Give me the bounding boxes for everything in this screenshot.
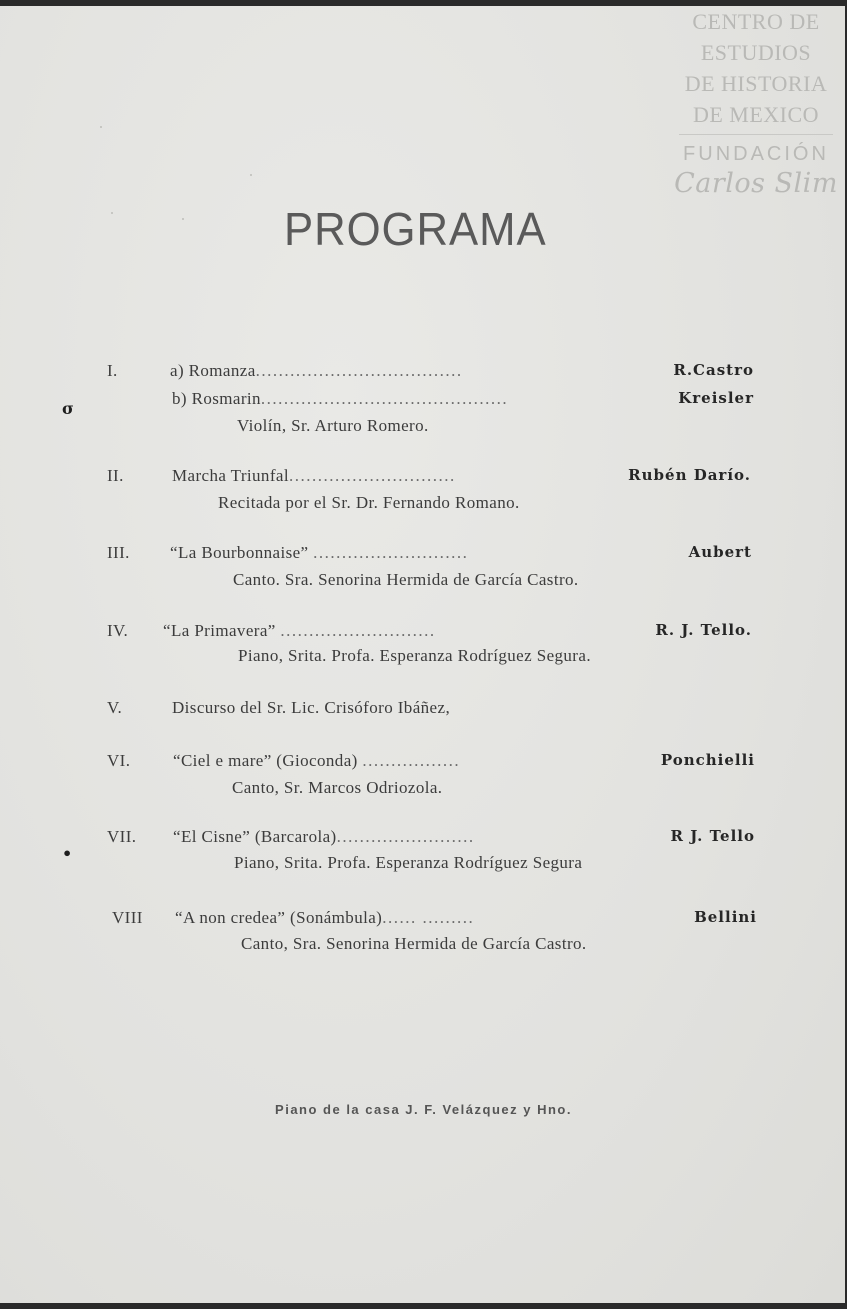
item-work: “El Cisne” (Barcarola)........................ [173, 827, 475, 846]
item-numeral: III. [107, 543, 130, 562]
item-numeral: VI. [107, 751, 131, 770]
item-performer: Violín, Sr. Arturo Romero. [237, 416, 429, 435]
item-work: Marcha Triunfal............................. [172, 466, 456, 485]
item-work: “A non credea” (Sonámbula)...... ......... [175, 908, 475, 927]
watermark-foundation: FUNDACIÓN [683, 143, 829, 165]
item-performer: Piano, Srita. Profa. Esperanza Rodríguez Segura. [238, 646, 591, 665]
item-composer: Bellini [694, 908, 757, 926]
item-composer: R.Castro [673, 361, 754, 379]
item-numeral: V. [107, 698, 123, 717]
item-numeral: I. [107, 361, 118, 380]
footer-note: Piano de la casa J. F. Velázquez y Hno. [275, 1102, 572, 1117]
item-performer: Canto. Sra. Senorina Hermida de García Castro. [233, 570, 579, 589]
watermark-line-1: CENTRO DE [692, 9, 820, 34]
archive-watermark [671, 6, 841, 201]
item-performer: Canto, Sr. Marcos Odriozola. [232, 778, 443, 797]
item-numeral: VII. [107, 827, 137, 846]
item-numeral: VIII [112, 908, 143, 927]
watermark-signature: Carlos Slim [674, 168, 838, 199]
item-composer: R J. Tello [670, 827, 755, 845]
item-performer: Piano, Srita. Profa. Esperanza Rodríguez Segura [234, 853, 583, 872]
item-composer: R. J. Tello. [655, 621, 752, 639]
item-numeral: IV. [107, 621, 129, 640]
item-composer: Rubén Darío. [628, 466, 751, 484]
program-page [0, 6, 845, 1303]
item-performer: Canto, Sra. Senorina Hermida de García Castro. [241, 934, 587, 953]
item-composer: Aubert [688, 543, 752, 561]
item-work: a) Romanza.................................... [170, 361, 463, 380]
item-composer: Ponchielli [660, 751, 755, 769]
item-work: b) Rosmarin........................................... [172, 389, 509, 408]
item-work: “La Primavera” ........................... [163, 621, 436, 640]
watermark-line-4: DE MEXICO [692, 102, 820, 127]
item-performer: Recitada por el Sr. Dr. Fernando Romano. [218, 493, 520, 512]
margin-mark: • [62, 844, 73, 863]
page-title: PROGRAMA [284, 203, 547, 255]
item-composer: Kreisler [678, 389, 754, 407]
watermark-divider [679, 134, 833, 135]
watermark-line-3: DE HISTORIA [684, 71, 828, 96]
item-work: “Ciel e mare” (Gioconda) ................. [173, 751, 461, 770]
margin-mark: σ [62, 399, 74, 418]
item-work: “La Bourbonnaise” ........................... [170, 543, 469, 562]
watermark-line-2: ESTUDIOS [700, 40, 812, 65]
item-work: Discurso del Sr. Lic. Crisóforo Ibáñez, [172, 698, 451, 717]
item-numeral: II. [107, 466, 124, 485]
